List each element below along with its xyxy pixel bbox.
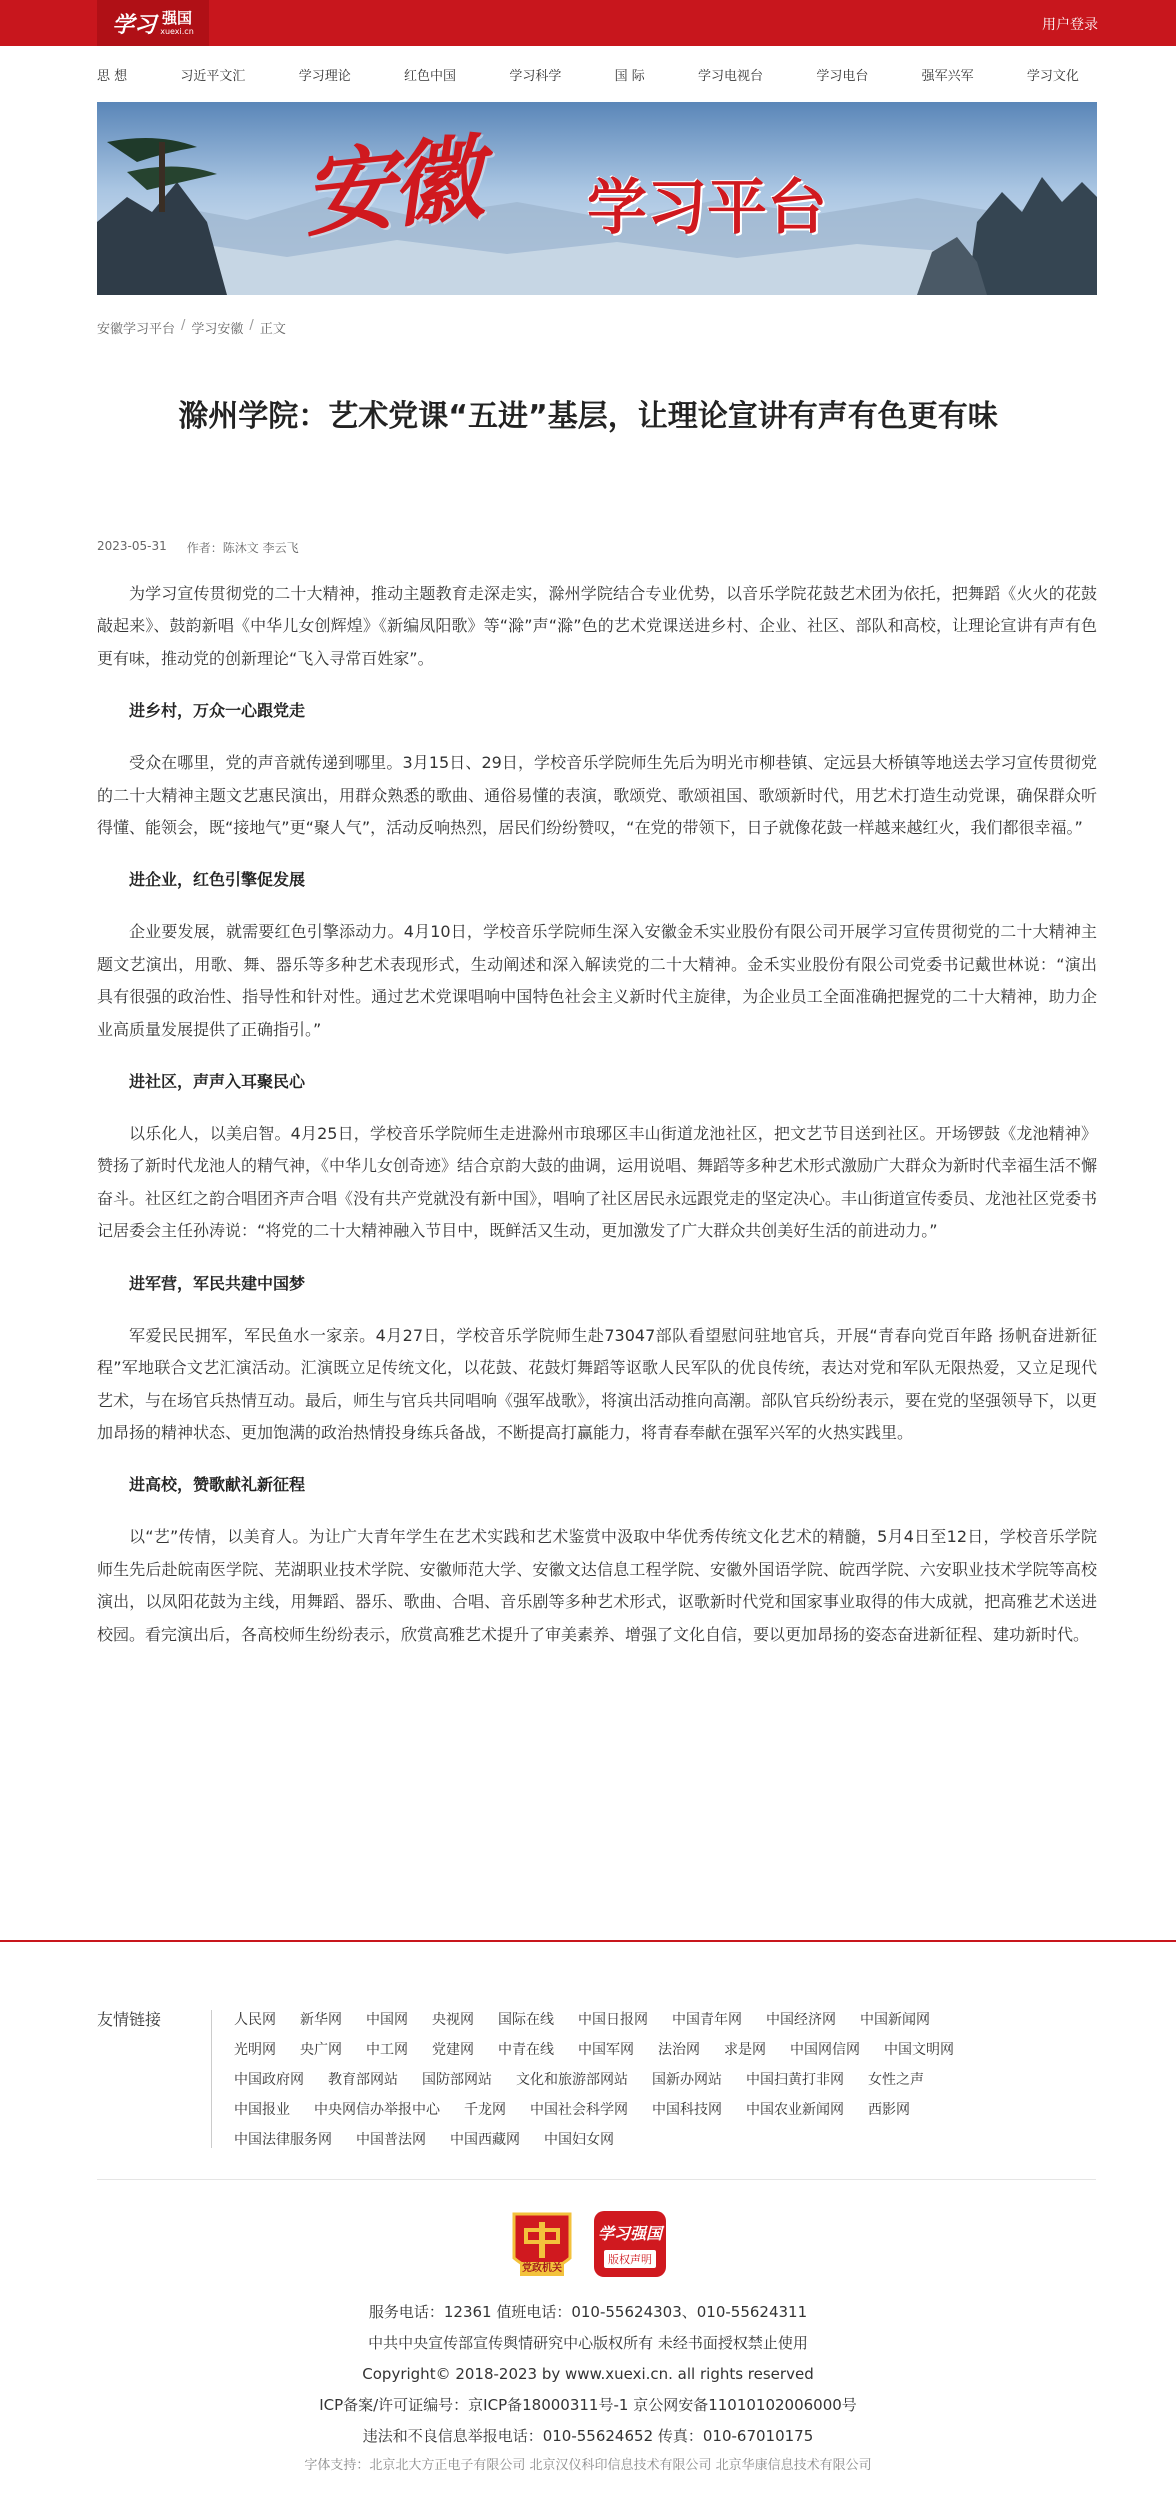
article-body [97, 578, 1097, 1671]
friend-link[interactable]: 中国法律服务网 [234, 2132, 332, 2148]
breadcrumb [97, 318, 286, 337]
breadcrumb-anhui-platform[interactable]: 安徽学习平台 [97, 322, 176, 337]
friend-link[interactable]: 中国军网 [578, 2042, 634, 2058]
copyright-badge[interactable] [594, 2211, 666, 2277]
footer-service-phone: 服务电话：12361 值班电话：010-55624303、010-55624311 [368, 2303, 808, 2321]
footer-divider-red [0, 1940, 1176, 1942]
footer-info [0, 2297, 1176, 2478]
article-paragraph: 以乐化人，以美启智。4月25日，学校音乐学院师生走进滁州市琅琊区丰山街道龙池社区，把文艺节目送到社区。开场锣鼓《龙池精神》赞扬了新时代龙池人的精气神，《中华儿女创奇迹》结合京韵大鼓的曲调，运用说唱、舞蹈等多种艺术形式激励广大群众为新时代幸福生活不懈奋斗。社区红之韵合唱团齐声合唱《没有共产党就没有新中国》，唱响了社区居民永远跟党走的坚定决心。丰山街道宣传委员、龙池社区党委书记居委会主任孙涛说：“将党的二十大精神融入节目中，既鲜活又生动，更加激发了广大群众共创美好生活的前进动力。” [97, 1124, 1098, 1241]
banner-calligraphy: 安徽 [297, 124, 484, 250]
login-link[interactable]: 用户登录 [1042, 17, 1098, 33]
footer-copyright: Copyright© 2018-2023 by www.xuexi.cn. all rights reserved [362, 2365, 814, 2383]
article-author: 作者：陈沐文 李云飞 [186, 541, 299, 555]
section-heading: 进企业，红色引擎促发展 [129, 870, 306, 890]
friend-link[interactable]: 中国日报网 [578, 2012, 648, 2028]
friend-link[interactable]: 央广网 [300, 2042, 342, 2058]
friend-link[interactable]: 中工网 [366, 2042, 408, 2058]
logo-domain: xuexi.cn [160, 26, 194, 36]
banner-title: 学习平台 [587, 174, 827, 241]
party-government-badge[interactable] [510, 2208, 574, 2284]
article-meta [97, 539, 299, 556]
friend-link[interactable]: 央视网 [432, 2012, 474, 2028]
friend-link[interactable]: 中国普法网 [356, 2132, 426, 2148]
party-badge-label: 党政机关 [522, 2263, 562, 2274]
breadcrumb-xuexi-anhui[interactable]: 学习安徽 [191, 322, 244, 337]
friend-link[interactable]: 法治网 [658, 2042, 700, 2058]
friend-link[interactable]: 教育部网站 [328, 2072, 398, 2088]
breadcrumb-separator: / [249, 318, 254, 333]
site-logo[interactable] [97, 0, 209, 46]
article-paragraph: 企业要发展，就需要红色引擎添动力。4月10日，学校音乐学院师生深入安徽金禾实业股份有限公司开展学习宣传贯彻党的二十大精神主题文艺演出，用歌、舞、器乐等多种艺术表现形式，生动阐述和深入解读党的二十大精神。金禾实业股份有限公司党委书记戴世林说：“演出具有很强的政治性、指导性和针对性。通过艺术党课唱响中国特色社会主义新时代主旋律，为企业员工全面准确把握党的二十大精神，助力企业高质量发展提供了正确指引。” [97, 922, 1097, 1039]
friendly-links [97, 2010, 1097, 2150]
friend-link[interactable]: 党建网 [432, 2042, 474, 2058]
logo-name: 强国 [161, 8, 192, 27]
footer-badges [0, 2208, 1176, 2284]
article-title: 滁州学院：艺术党课“五进”基层，让理论宣讲有声有色更有味 [178, 399, 998, 434]
breadcrumb-separator: / [181, 318, 186, 333]
nav-item-sixiang[interactable]: 思 想 [97, 69, 128, 84]
friend-link[interactable]: 中国经济网 [766, 2012, 836, 2028]
friend-link[interactable]: 中国报业 [234, 2102, 290, 2118]
footer-divider [97, 2179, 1096, 2180]
section-heading: 进乡村，万众一心跟党走 [129, 701, 306, 721]
nav-item-xuexi-diantai[interactable]: 学习电台 [816, 69, 869, 84]
xuexi-badge-logo: 学习强国 [597, 2223, 662, 2243]
friend-link[interactable]: 中国青年网 [672, 2012, 742, 2028]
nav-item-xuexi-dianshitai[interactable]: 学习电视台 [698, 69, 764, 84]
friend-link[interactable]: 中国农业新闻网 [746, 2102, 844, 2118]
friend-link[interactable]: 新华网 [300, 2012, 342, 2028]
article-paragraph: 受众在哪里，党的声音就传递到哪里。3月15日、29日，学校音乐学院师生先后为明光市柳巷镇、定远县大桥镇等地送去学习宣传贯彻党的二十大精神主题文艺惠民演出，用群众熟悉的歌曲、通俗易懂的表演，歌颂党、歌颂祖国、歌颂新时代，用艺术打造生动党课，确保群众听得懂、能领会，既“接地气”更“聚人气”，活动反响热烈，居民们纷纷赞叹，“在党的带领下，日子就像花鼓一样越来越红火，我们都很幸福。” [97, 753, 1097, 838]
article-paragraph: 为学习宣传贯彻党的二十大精神，推动主题教育走深走实，滁州学院结合专业优势，以音乐学院花鼓艺术团为依托，把舞蹈《火火的花鼓敲起来》、鼓韵新唱《中华儿女创辉煌》《新编凤阳歌》等“滁”声“滁”色的艺术党课送进乡村、企业、社区、部队和高校，让理论宣讲有声有色更有味，推动党的创新理论“飞入寻常百姓家”。 [97, 584, 1097, 668]
friend-link[interactable]: 中国科技网 [652, 2102, 722, 2118]
friend-link[interactable]: 国际在线 [498, 2012, 554, 2028]
friend-link[interactable]: 中国政府网 [234, 2072, 304, 2088]
friend-link[interactable]: 文化和旅游部网站 [516, 2072, 628, 2088]
friend-link[interactable]: 人民网 [234, 2012, 276, 2028]
friend-link[interactable]: 国新办网站 [652, 2072, 722, 2088]
footer-icp: ICP备案/许可证编号：京ICP备18000311号-1 京公网安备11010102006000号 [319, 2396, 857, 2414]
friend-link[interactable]: 国防部网站 [422, 2072, 492, 2088]
friend-link[interactable]: 光明网 [234, 2042, 276, 2058]
article-date: 2023-05-31 [97, 539, 167, 553]
friend-link[interactable]: 中国扫黄打非网 [746, 2072, 844, 2088]
friend-link[interactable]: 中青在线 [498, 2042, 554, 2058]
friend-link[interactable]: 中国网信网 [790, 2042, 860, 2058]
article-paragraph: 军爱民民拥军，军民鱼水一家亲。4月27日，学校音乐学院师生赴73047部队看望慰问驻地官兵，开展“青春向党百年路 扬帆奋进新征程”军地联合文艺汇演活动。汇演既立足传统文化，以花鼓、花鼓灯舞蹈等讴歌人民军队的优良传统，表达对党和军队无限热爱，又立足现代艺术，与在场官兵热情互动。最后，师生与官兵共同唱响《强军战歌》，将演出活动推向高潮。部队官兵纷纷表示，要在党的坚强领导下，以更加昂扬的精神状态、更加饱满的政治热情投身练兵备战，不断提高打赢能力，将青春奉献在强军兴军的火热实践里。 [97, 1325, 1098, 1442]
friend-link[interactable]: 女性之声 [868, 2072, 924, 2088]
friend-link[interactable]: 中国西藏网 [450, 2132, 520, 2148]
article-paragraph: 以“艺”传情，以美育人。为让广大青年学生在艺术实践和艺术鉴赏中汲取中华优秀传统文化艺术的精髓，5月4日至12日，学校音乐学院师生先后赴皖南医学院、芜湖职业技术学院、安徽师范大学、安徽文达信息工程学院、安徽外国语学院、皖西学院、六安职业技术学院等高校演出，以凤阳花鼓为主线，用舞蹈、器乐、歌曲、合唱、音乐剧等多种艺术形式，讴歌新时代党和国家事业取得的伟大成就，把高雅艺术送进校园。看完演出后，各高校师生纷纷表示，欣赏高雅艺术提升了审美素养、增强了文化自信，要以更加昂扬的姿态奋进新征程、建功新时代。 [97, 1527, 1097, 1644]
friendly-links-list [234, 2010, 994, 2150]
main-nav [97, 46, 1079, 104]
friend-link[interactable]: 中国妇女网 [544, 2132, 614, 2148]
section-heading: 进高校，赞歌献礼新征程 [129, 1475, 306, 1495]
friend-link[interactable]: 千龙网 [464, 2102, 506, 2118]
nav-item-qiangjun-xingjun[interactable]: 强军兴军 [921, 69, 974, 84]
friend-link[interactable]: 求是网 [724, 2042, 766, 2058]
friend-link[interactable]: 中国社会科学网 [530, 2102, 628, 2118]
top-bar [0, 0, 1176, 46]
friend-link[interactable]: 中国文明网 [884, 2042, 954, 2058]
nav-item-xuexi-kexue[interactable]: 学习科学 [509, 69, 562, 84]
footer-report-phone: 违法和不良信息举报电话：010-55624652 传真：010-67010175 [362, 2427, 814, 2445]
footer-copyright-owner: 中共中央宣传部宣传舆情研究中心版权所有 未经书面授权禁止使用 [368, 2334, 808, 2352]
footer-font-support: 字体支持：北京北大方正电子有限公司 北京汉仪科印信息技术有限公司 北京华康信息技术有限公司 [304, 2458, 872, 2473]
section-heading: 进社区，声声入耳聚民心 [129, 1072, 306, 1092]
friend-link[interactable]: 中国新闻网 [860, 2012, 930, 2028]
friendly-links-title: 友情链接 [97, 2010, 212, 2148]
nav-item-xijinping-wenhui[interactable]: 习近平文汇 [180, 69, 246, 84]
nav-item-hongse-zhongguo[interactable]: 红色中国 [404, 69, 457, 84]
section-heading: 进军营，军民共建中国梦 [129, 1273, 306, 1293]
nav-item-guoji[interactable]: 国 际 [614, 69, 645, 84]
nav-item-xuexi-lilun[interactable]: 学习理论 [298, 69, 351, 84]
copyright-badge-label: 版权声明 [604, 2250, 656, 2268]
logo-script: 学习 [112, 11, 157, 38]
breadcrumb-current: 正文 [259, 322, 286, 337]
nav-item-xuexi-wenhua[interactable]: 学习文化 [1026, 69, 1079, 84]
friend-link[interactable]: 中国网 [366, 2012, 408, 2028]
anhui-banner [97, 102, 1097, 295]
friend-link[interactable]: 西影网 [868, 2102, 910, 2118]
friend-link[interactable]: 中央网信办举报中心 [314, 2102, 440, 2118]
